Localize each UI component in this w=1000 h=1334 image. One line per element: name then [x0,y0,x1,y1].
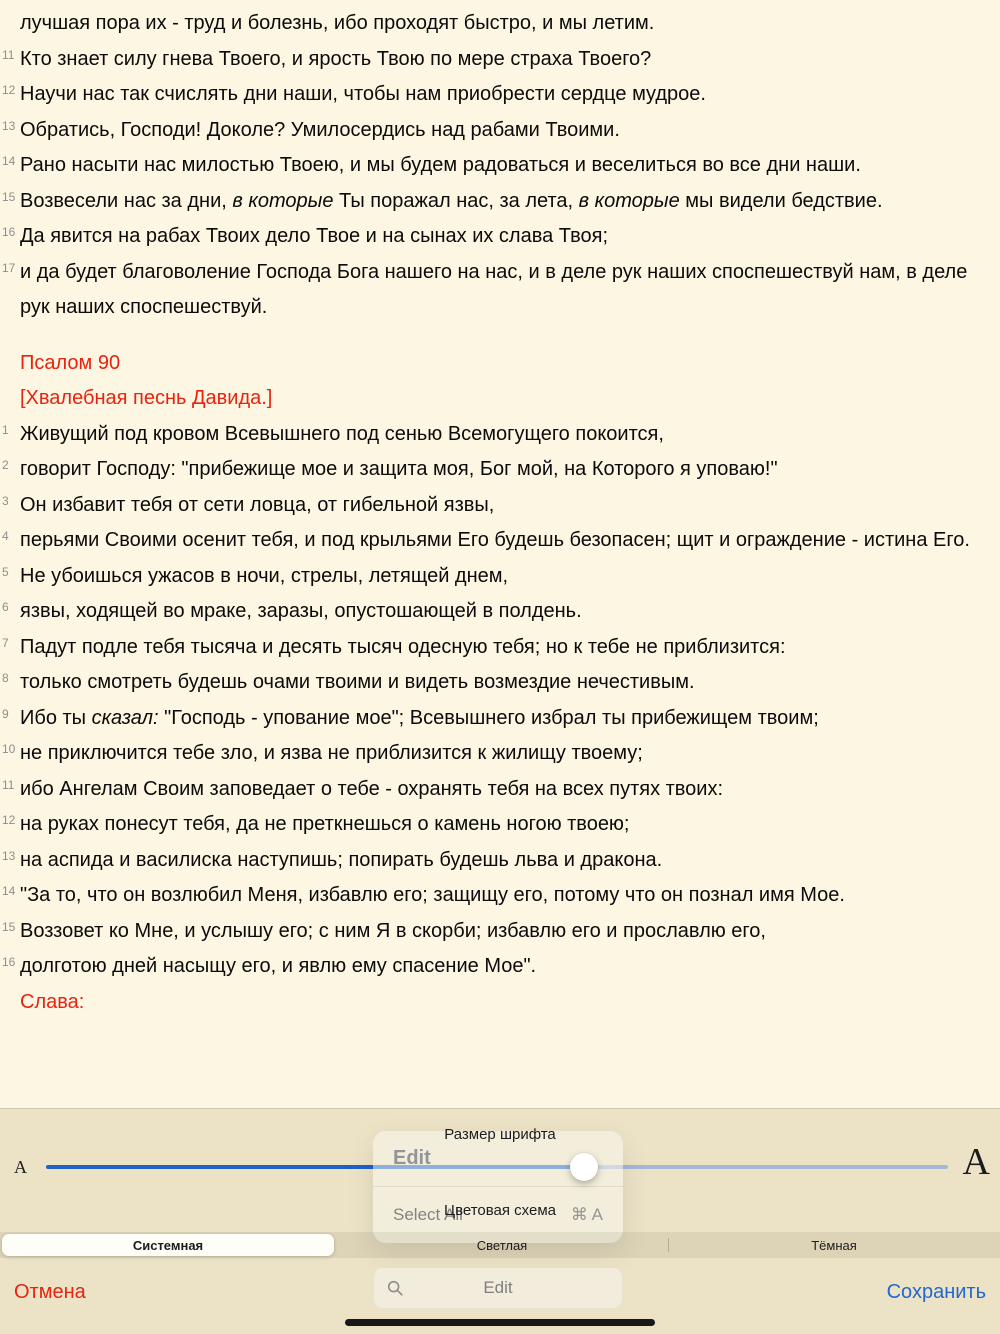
verse: 15 Возвесели нас за дни, в которые Ты поражал нас, за лета, в которые мы видели бедствие. [2,189,883,212]
verse-number: 10 [2,742,16,756]
select-all-label: Select All [393,1204,463,1224]
verse-number: 8 [2,671,9,685]
verse-number: 15 [2,919,16,934]
save-button[interactable]: Сохранить [886,1281,986,1303]
verse: 7 Падут подле тебя тысяча и десять тысяч одесную тебя; но к тебе не приблизится: [2,635,786,658]
verse-number: 14 [2,884,16,898]
verse: 3 Он избавит тебя от сети ловца, от гибельной язвы, [2,493,495,516]
verse-number: 13 [2,848,16,863]
scheme-segment-1[interactable] [336,1234,668,1256]
ghost-edit-menu [373,1131,623,1243]
scheme-segment-2[interactable] [668,1234,1000,1256]
verse: лучшая пора их - труд и болезнь, ибо проходят быстро, и мы летим. [20,12,655,34]
verse: 1 Живущий под кровом Всевышнего под сенью Всемогущего покоится, [2,422,664,445]
verse-number: 5 [2,564,9,579]
verse: 6 язвы, ходящей во мраке, заразы, опустошающей в полдень. [2,600,582,622]
small-a-icon: A [14,1157,27,1177]
verse: 4 перьями Своими осенит тебя, и под крыльями Его будешь безопасен; щит и ограждение - истина Его. [2,529,970,551]
color-scheme-label: Цветовая схема [443,1202,557,1219]
verse-number: 11 [2,777,15,792]
cancel-button[interactable]: Отмена [14,1281,86,1303]
verse: 16 долготою дней насыщу его, и явлю ему спасение Мое". [2,955,537,977]
verse: 17 и да будет благоволение Господа Бога нашего на нас, и в деле рук наших споспешествуй нам, в деле рук наших споспешествуй. [2,260,968,318]
verse-number: 7 [2,635,9,650]
verse-number: 11 [2,47,15,62]
verse: 8 только смотреть будешь очами твоими и видеть возмездие нечестивым. [2,671,695,693]
verse-number: 14 [2,154,16,168]
verse-number: 4 [2,529,9,543]
settings-panel [0,1108,1000,1334]
verse: 11 ибо Ангелам Своим заповедает о тебе - охранять тебя на всех путях твоих: [2,777,724,800]
edit-menu-title: Edit [373,1131,623,1187]
ghost-search-field[interactable] [373,1267,623,1309]
scheme-segment-label: Системная [132,1237,204,1253]
verse: 16 Да явится на рабах Твоих дело Твое и на сынах их слава Твоя; [2,225,609,247]
verse-number: 12 [2,83,16,97]
psalm-subheading: [Хвалебная песнь Давида.] [20,387,273,409]
verse: 15 Воззовет ко Мне, и услышу его; с ним Я в скорби; избавлю его и прославлю его, [2,919,766,942]
verse-number: 16 [2,225,16,239]
verse: 5 Не убоишься ужасов в ночи, стрелы, летящей днем, [2,564,509,587]
psalm-89-verses [0,6,988,326]
scheme-segment-label: Тёмная [811,1237,857,1253]
gloria-text: Слава: [20,990,85,1013]
verse-number: 17 [2,260,16,275]
select-all-shortcut: ⌘ A [570,1204,603,1224]
scheme-segment-label: Светлая [476,1237,528,1253]
verse: 14 "За то, что он возлюбил Меня, избавлю его; защищу его, потому что он познал имя Мое. [2,884,845,906]
verse: 10 не приключится тебе зло, и язва не приблизится к жилищу твоему; [2,742,643,764]
font-size-label: Размер шрифта [444,1126,556,1143]
psalm-heading: Псалом 90 [20,351,121,374]
verse-number: 2 [2,458,9,472]
verse-number: 13 [2,118,16,133]
color-scheme-segmented-control [0,1232,1000,1258]
home-indicator[interactable] [345,1319,655,1326]
verse-number: 15 [2,189,16,204]
search-placeholder: Edit [483,1278,513,1297]
verse-number: 16 [2,955,16,969]
psalm-90-verses [0,417,988,985]
verse: 13 на аспида и василиска наступишь; попирать будешь льва и дракона. [2,848,663,871]
search-icon [386,1279,404,1297]
verse: 14 Рано насыти нас милостью Твоею, и мы будем радоваться и веселиться во все дни наши. [2,154,861,176]
scheme-segment-0[interactable] [2,1234,334,1256]
verse: 2 говорит Господу: "прибежище мое и защита моя, Бог мой, на Которого я уповаю!" [2,458,778,480]
verse-number: 12 [2,813,16,827]
verse-number: 9 [2,706,9,721]
verse-number: 1 [2,422,9,437]
verse: 9 Ибо ты сказал: "Господь - упование мое"; Всевышнего избрал ты прибежищем твоим; [2,706,819,729]
verse-number: 6 [2,600,9,614]
large-a-icon: A [962,1141,990,1183]
verse: 13 Обратись, Господи! Доколе? Умилосердись над рабами Твоими. [2,118,620,141]
verse: 11 Кто знает силу гнева Твоего, и ярость Твою по мере страха Твоего? [2,47,652,70]
verse: 12 на руках понесут тебя, да не преткнешься о камень ногою твоею; [2,813,630,835]
verse-number: 3 [2,493,9,508]
verse: 12 Научи нас так счислять дни наши, чтобы нам приобрести сердце мудрое. [2,83,706,105]
